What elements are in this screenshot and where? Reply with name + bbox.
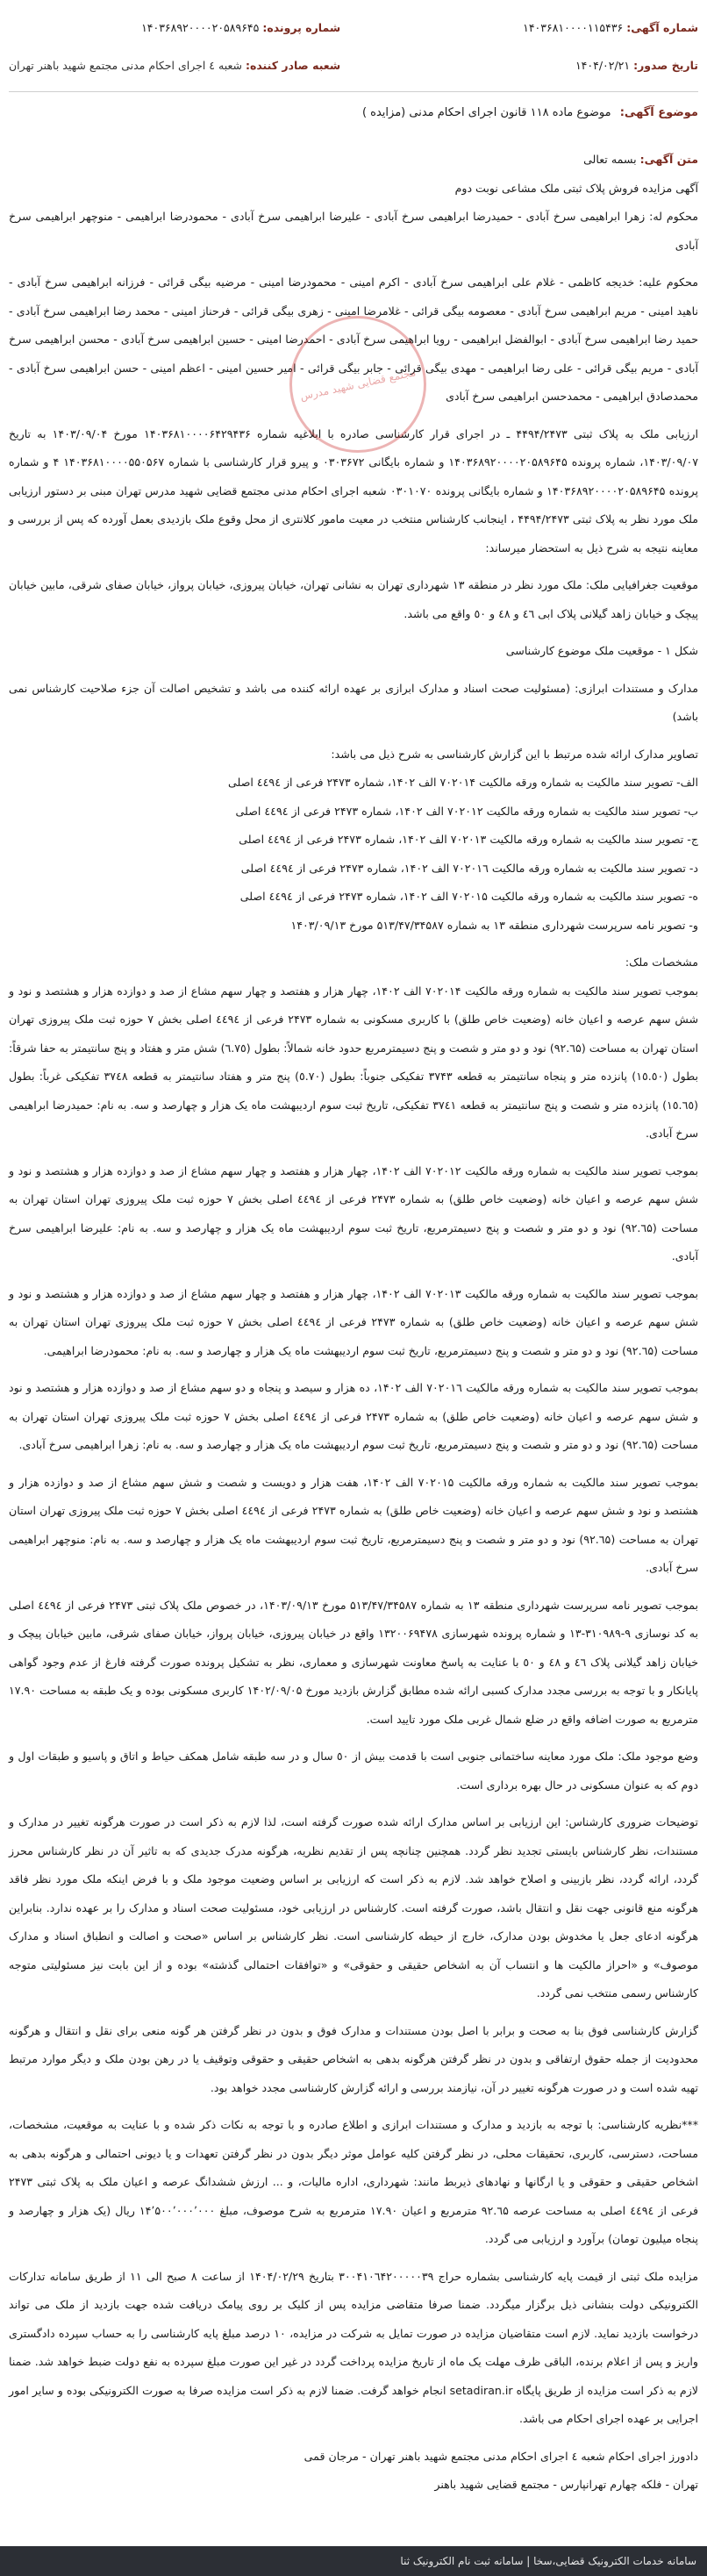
paragraph-creditors: محکوم له: زهرا ابراهیمی سرخ آبادی - حمیدرضا ابراهیمی سرخ آبادی - علیرضا ابراهیمی سرخ آبادی - محمودرضا ابراهیمی - منوچهر ابراهیمی سرخ آبادی (9, 210, 698, 252)
paragraph-deed-3: بموجب تصویر سند مالکیت به شماره ورقه مالکیت ۷۰۲۰۱۳ الف ۱۴۰۲، چهار هزار و هفتصد و چهار سهم مشاع از صد و دوازده هزار و هشتصد و نود و شش سهم عرصه و اعیان خانه (وضعیت خاص طلق) به شماره ۲۴۷۳ فرعی از ٤٤٩٤ اصلی بخش ۷ حوزه ثبت ملک پیروزی تهران استان تهران به مساحت (۹۲.٦۵) نود و دو متر و شصت و پنج دسیمترمربع، تاریخ ثبت سوم اردیبهشت ماه یک هزار و چهارصد و سه. به نام: محمودرضا ابراهیمی. (9, 1286, 698, 1357)
subject-row (9, 106, 698, 119)
intro-row (9, 146, 698, 175)
intro-text: بسمه تعالی (583, 153, 637, 166)
paragraph-expert-opinion: ***نظریه کارشناسی: با توجه به بازدید و مدارک و مستندات ابرازی و اطلاع صادره و با توجه به نکات ذکر شده و با عنایت به موقعیت، مشخصات، مساحت، دسترسی، کاربری، تحقیقات محلی، در نظر گرفتن کلیه عوامل موثر دیگر بدون در نظر گرفتن تعهدات و یا دیونی احتمالی و هرگونه بدهی به اشخاص حقیقی و حقوقی و یا ارگانها و نهادهای ذیربط مانند: شهرداری، اداره مالیات، و ... ارزش ششدانگ عرصه و اعیان ملک به پلاک ثبتی ۲۴۷۳ فرعی از ٤٤٩٤ اصلی به مساحت عرصه ۹۲.٦۵ مترمربع و اعیان ۱۷.۹۰ مترمربع به شرح موصوف، مبلغ ۱۴٬۵۰۰٬۰۰۰٬۰۰۰ ریال (یک هزار و چهارصد و پنجاه میلیون تومان) برآورد و ارزیابی می گردد. (9, 2118, 698, 2245)
footer-text[interactable]: سامانه خدمات الکترونیک قضایی،سخا | سامانه ثبت نام الکترونیک ثنا (400, 2555, 696, 2567)
case-number-row (9, 21, 340, 34)
stamp-text: مجتمع قضایی شهید مدرس (298, 366, 418, 403)
signature: دادورز اجرای احکام شعبه ٤ اجرای احکام مدنی مجتمع شهید باهنر تهران - مرجان قمی (304, 2449, 698, 2463)
paragraph-debtors: محکوم علیه: خدیجه کاظمی - غلام علی ابراهیمی سرخ آبادی - اکرم امینی - محمودرضا امینی - مرضیه بیگی قرائی - فرزانه ابراهیمی سرخ آبادی - ناهید امینی - مریم ابراهیمی سرخ آبادی - معصومه بیگی قرائی - غلامرضا امینی - زهری بیگی قرائی - فرحناز امینی - محمد رضا ابراهیمی سرخ آبادی - حمید رضا ابراهیمی سرخ آبادی - ابوالفضل ابراهیمی - رویا ابراهیمی سرخ آبادی - احمدرضا امینی - حسین ابراهیمی سرخ آبادی - محسن ابراهیمی سرخ آبادی - مریم بیگی قرائی - علی رضا ابراهیمی - مهدی بیگی قرائی - جابر بیگی قرائی - امیر حسین امینی - اعظم امینی - حسن ابراهیمی سرخ آبادی - محمدصادق ابراهیمی - محمدحسن ابراهیمی سرخ آبادی (9, 275, 698, 403)
paragraph-notes: توضیحات ضروری کارشناس: این ارزیابی بر اساس مدارک ارائه شده صورت گرفته است، لذا لازم به ذکر است در صورت هرگونه تغییر در مدارک و مستندات، نظر کارشناس بایستی تجدید نظر گردد. همچنین چنانچه پس از تقدیم نظریه، هرگونه مدرک جدیدی که به تاثیر آن در نظر کارشناس محرز گردد، ارائه گردد، نظر بازبینی و اصلاح خواهد شد. لازم به ذکر است که ارزیابی بر اساس وضعیت موجود ملک و با فرض اینکه ملک مورد نظر فاقد هرگونه منع قانونی جهت نقل و انتقال باشد، صورت گرفته است. کارشناس در ارزیابی خود، مسئولیت صحت اسناد و مدارک را بر عهده ندارد. بنابراین هرگونه ادعای جعل یا مخدوش بودن مدارک، خارج از حیطه کارشناسی است. نظر کارشناس بر اساس «صحت و اصالت و انطباق اسناد و مدارک موصوف» و «احراز مالکیت ها و انتساب آن به اشخاص حقیقی و حقوقی» و «توافقات احتمالی گذشته» بوده و از این بابت نیز مسئولیتی متوجه کارشناس رسمی منتخب نمی گردد. (9, 1815, 698, 2000)
header-divider (9, 91, 698, 92)
notice-body (9, 146, 698, 2500)
ad-number: ۱۴۰۳۶۸۱۰۰۰۰۱۱۵۴۳۶ (523, 21, 624, 34)
paragraph-deed-1: بموجب تصویر سند مالکیت به شماره ورقه مالکیت ۷۰۲۰۱۴ الف ۱۴۰۲، چهار هزار و هفتصد و چهار سهم مشاع از صد و دوازده هزار و هشتصد و نود و شش سهم عرصه و اعیان خانه (وضعیت خاص طلق) با کاربری مسکونی به شماره ۲۴۷۳ فرعی از ٤٤٩٤ اصلی بخش ۷ حوزه ثبت ملک پیروزی تهران استان تهران به مساحت (۹۲.٦۵) نود و دو متر و شصت و پنج دسیمترمربع حدود خانه شمالاً: بطول (٦.٧٥) شش متر و هفتاد و پنج سانتیمتر به حفا شرقاً: بطول (١٥.٥٠) پانزده متر و پنجاه سانتیمتر به قطعه ۳۷۴۳ تفکیکی جنوباً: بطول (٥.٧٠) پنج متر و هفتاد سانتیمتر به قطعه ۳۷٤٨ تفکیکی غرباً: بطول (١٥.٦٥) پانزده متر و شصت و پنج سانتیمتر به قطعه ۳۷٤۱ تفکیکی، تاریخ ثبت سوم اردیبهشت ماه یک هزار و چهارصد و سه. به نام: حمیدرضا ابراهیمی سرخ آبادی. (9, 984, 699, 1140)
ad-number-label: شماره آگهی: (626, 21, 698, 34)
issuer-row (9, 59, 340, 72)
ad-number-row (523, 21, 698, 34)
paragraph-specs-title: مشخصات ملک: (625, 955, 698, 969)
issue-date: ۱۴۰۴/۰۲/۲۱ (575, 59, 631, 72)
notice-header (9, 0, 698, 72)
footer-bar (0, 2546, 707, 2576)
doc-item: ه- تصویر سند مالکیت به شماره ورقه مالکیت ۷۰۲۰۱۵ الف ۱۴۰۲، شماره ۲۴۷۳ فرعی از ٤٤٩٤ اصلی (239, 890, 698, 903)
case-number-label: شماره پرونده: (262, 21, 341, 34)
paragraph-documents-intro: تصاویر مدارک ارائه شده مرتبط با این گزارش کارشناسی به شرح ذیل می باشد: (331, 747, 698, 761)
paragraph-documents-note: مدارک و مستندات ابرازی: (مسئولیت صحت اسناد و مدارک ابرازی بر عهده ارائه کننده می باشد و تشخیص اصالت آن جزء صلاحیت کارشناس نمی باشد) (9, 681, 698, 723)
notice-title: آگهی مزایده فروش پلاک ثبتی ملک مشاعی نوبت دوم (454, 181, 698, 195)
issuer: شعبه ٤ اجرای احکام مدنی مجتمع شهید باهنر تهران (9, 59, 242, 72)
issuer-label: شعبه صادر کننده: (245, 59, 341, 72)
address: تهران - فلکه چهارم تهرانپارس - مجتمع قضایی شهید باهنر (434, 2478, 698, 2491)
doc-item: ج- تصویر سند مالکیت به شماره ورقه مالکیت ۷۰۲۰۱۳ الف ۱۴۰۲، شماره ۲۴۷۳ فرعی از ٤٤٩٤ اصلی (239, 833, 698, 846)
subject-label: موضوع آگهی: (619, 106, 698, 119)
paragraph-deed-4: بموجب تصویر سند مالکیت به شماره ورقه مالکیت ۷۰۲۰۱٦ الف ۱۴۰۲، ده هزار و سیصد و پنجاه و دو سهم مشاع از صد و دوازده هزار و هشتصد و نود و شش سهم عرصه و اعیان خانه (وضعیت خاص طلق) به شماره ۲۴۷۳ فرعی از ٤٤٩٤ اصلی بخش ۷ حوزه ثبت ملک پیروزی تهران استان تهران به مساحت (۹۲.٦۵) نود و دو متر و شصت و پنج دسیمترمربع، تاریخ ثبت سوم اردیبهشت ماه یک هزار و چهارصد و سه. به نام: زهرا ابراهیمی سرخ آبادی. (9, 1381, 698, 1451)
paragraph-deed-5: بموجب تصویر سند مالکیت به شماره ورقه مالکیت ۷۰۲۰۱۵ الف ۱۴۰۲، هفت هزار و دویست و شصت و شش سهم مشاع از صد و دوازده هزار و هشتصد و نود و شش سهم عرصه و اعیان خانه (وضعیت خاص طلق) به شماره ۲۴۷۳ فرعی از ٤٤٩٤ اصلی بخش ۷ حوزه ثبت ملک پیروزی تهران استان تهران به مساحت (۹۲.٦۵) نود و دو متر و شصت و پنج دسیمترمربع، تاریخ ثبت سوم اردیبهشت ماه یک هزار و چهارصد و سه. به نام: منوچهر ابراهیمی سرخ آبادی. (9, 1475, 699, 1574)
paragraph-assessment: ارزیابی ملک به پلاک ثبتی ۴۴۹۴/۲۴۷۳ ـ در اجرای قرار کارشناسی صادره با ابلاغیه شماره ۱۴۰۳۶۸۱۰۰۰۰۶۴۲۹۴۳۶ مورخ ۱۴۰۳/۰۹/۰۴ به تاریخ ۱۴۰۳/۰۹/۰۷، شماره پرونده ۱۴۰۳۶۸۹۲۰۰۰۰۲۰۵۸۹۶۴۵ و شماره بایگانی ۰۳۰۳۶۷۲ و پیرو قرار کارشناسی با شماره ۱۴۰۳۶۸۱۰۰۰۰۵۵۰۵۶۷ ۴ و شماره پرونده ۱۴۰۳۶۸۹۲۰۰۰۰۲۰۵۸۹۶۴۵ و شماره بایگانی پرونده ۰۳۰۱۰۷۰ شعبه اجرای احکام مدنی مجتمع قضایی شهید مدرس تهران مبنی بر دستور ارزیابی ملک مورد نظر به پلاک ثبتی ۴۴۹۴/۲۴۷۳ ، اینجانب کارشناس منتخب در معیت مامور کلانتری از محل وقوع ملک بازدیدی بعمل آورده که پس از بررسی و معاینه نتیجه به شرح ذیل به استحضار میرساند: (9, 426, 698, 555)
intro-label: متن آگهی: (639, 153, 698, 166)
doc-item: الف- تصویر سند مالکیت به شماره ورقه مالکیت ۷۰۲۰۱۴ الف ۱۴۰۲، شماره ۲۴۷۳ فرعی از ٤٤٩٤ اصلی (228, 776, 698, 789)
case-number: ۱۴۰۳۶۸۹۲۰۰۰۰۲۰۵۸۹۶۴۵ (141, 21, 260, 34)
issue-date-label: تاریخ صدور: (633, 59, 698, 72)
paragraph-report-basis: گزارش کارشناسی فوق بنا به صحت و برابر با اصل بودن مستندات و مدارک فوق و بدون در نظر گرفتن هر گونه منعی برای نقل و انتقال و هرگونه محدودیت از جمله حقوق ارتفاقی و بدون در نظر گرفتن هرگونه بدهی به اشخاص حقیقی و حقوقی وتوقیف یا در رهن بودن ملک و دیگر موارد مرتبط تهیه شده است و در صورت هرگونه تغییر در آن، نیازمند بررسی و ارائه گزارش کارشناسی مجدد خواهد بود. (9, 2023, 698, 2094)
paragraph-figure-caption: شکل ۱ - موقعیت ملک موضوع کارشناسی (505, 644, 698, 657)
paragraph-municipality: بموجب تصویر نامه سرپرست شهرداری منطقه ۱۳ به شماره ۵۱۳/۴۷/۳۴۵۸۷ مورخ ۱۴۰۳/۰۹/۱۳، در خصوص ملک پلاک ثبتی ۲۴۷۳ فرعی از ٤٤٩٤ اصلی به کد نوسازی ۹-۳۱۰۹۸۹-۱۳ و شماره پرونده شهرسازی ۱۳۲۰۰۶۹۴۷۸ واقع در خیابان پیروزی، خیابان پرواز، خیابان صفای شرقی، مابین خیابان پیچک و خیابان زاهد گیلانی پلاک ٤٦ و ٤٨ و ٥٠ با عنایت به پاسخ معاونت شهرسازی و معماری، نظر به تشکیل پرونده صورت گرفته فارغ از عدم وجود گواهی پایانکار و با توجه به بررسی مجدد مدارک کسبی ارائه شده مطابق گزارش بازدید مورخ ۱۴۰۲/۰۹/۰۵ کاربری مسکونی بوده و یک طبقه به مساحت ۱۷.۹۰ مترمربع به صورت اضافه واقع در ضلع شمال غربی ملک مورد تایید است. (9, 1598, 699, 1726)
paragraph-deed-2: بموجب تصویر سند مالکیت به شماره ورقه مالکیت ۷۰۲۰۱۲ الف ۱۴۰۲، چهار هزار و هفتصد و چهار سهم مشاع از صد و دوازده هزار و هشتصد و نود و شش سهم عرصه و اعیان خانه (وضعیت خاص طلق) به شماره ۲۴۷۳ فرعی از ٤٤٩٤ اصلی بخش ۷ حوزه ثبت ملک پیروزی تهران استان تهران به مساحت (۹۲.٦۵) نود و دو متر و شصت و پنج دسیمترمربع، تاریخ ثبت سوم اردیبهشت ماه یک هزار و چهارصد و سه. به نام: علیرضا ابراهیمی سرخ آبادی. (9, 1163, 699, 1263)
header-right-column (523, 21, 698, 72)
doc-item: ب- تصویر سند مالکیت به شماره ورقه مالکیت ۷۰۲۰۱۲ الف ۱۴۰۲، شماره ۲۴۷۳ فرعی از ٤٤٩٤ اصلی (235, 804, 698, 818)
subject-text: موضوع ماده ۱۱۸ قانون اجرای احکام مدنی (مزایده ) (361, 106, 611, 119)
paragraph-current-state: وضع موجود ملک: ملک مورد معاینه ساختمانی جنوبی است با قدمت بیش از ٥٠ سال و در سه طبقه شامل همکف حیاط و اتاق و پاسیو و طبقات اول و دوم که به عنوان مسکونی در حال بهره برداری است. (9, 1750, 698, 1792)
doc-item: و- تصویر نامه سرپرست شهرداری منطقه ۱۳ به شماره ۵۱۳/۴۷/۳۴۵۸۷ مورخ ۱۴۰۳/۰۹/۱۳ (290, 918, 698, 932)
header-left-column (9, 21, 340, 72)
issue-date-row (523, 59, 698, 72)
paragraph-location: موقعیت جغرافیایی ملک: ملک مورد نظر در منطقه ۱۳ شهرداری تهران به نشانی تهران، خیابان پیروزی، خیابان پرواز، خیابان صفای شرقی، مابین خیابان پیچک و خیابان زاهد گیلانی پلاک ابی ٤٦ و ٤٨ و ٥٠ واقع می باشد. (9, 578, 698, 620)
doc-item: د- تصویر سند مالکیت به شماره ورقه مالکیت ۷۰۲۰۱٦ الف ۱۴۰۲، شماره ۲۴۷۳ فرعی از ٤٤٩٤ اصلی (240, 861, 698, 875)
paragraph-auction: مزایده ملک ثبتی از قیمت پایه کارشناسی بشماره حراج ۳۰۰۴۱۰٦۴۲۰۰۰۰۰۳۹ بتاریخ ۱۴۰۴/۰۲/۲۹ از ساعت ۸ صبح الی ۱۱ از طریق سامانه تدارکات الکترونیکی دولت بنشانی ذیل برگزار میگردد. ضمنا صرفا متقاضی مزایده پس از کلیک بر روی پیامک دریافت شده جهت بازدید از ملک می تواند درخواست بازدید نماید. لازم است متقاضیان مزایده در صورت تمایل به شرکت در مزایده، ۱۰ درصد مبلغ پایه کارشناسی را به حساب سپرده دادگستری واریز و پس از اعلام برنده، الباقی ظرف مهلت یک ماه از تاریخ مزایده پرداخت گردد در غیر این صورت مبلغ سپرده به نفع دولت ضبط خواهد شد. ضمنا لازم به ذکر است مزایده از طریق پایگاه setadiran.ir انجام خواهد گرفت. ضمنا لازم به ذکر است مزایده صرفا به صورت الکترونیکی بوده و سایر امور اجرایی بر عهده اجرای احکام می باشد. (9, 2269, 698, 2425)
